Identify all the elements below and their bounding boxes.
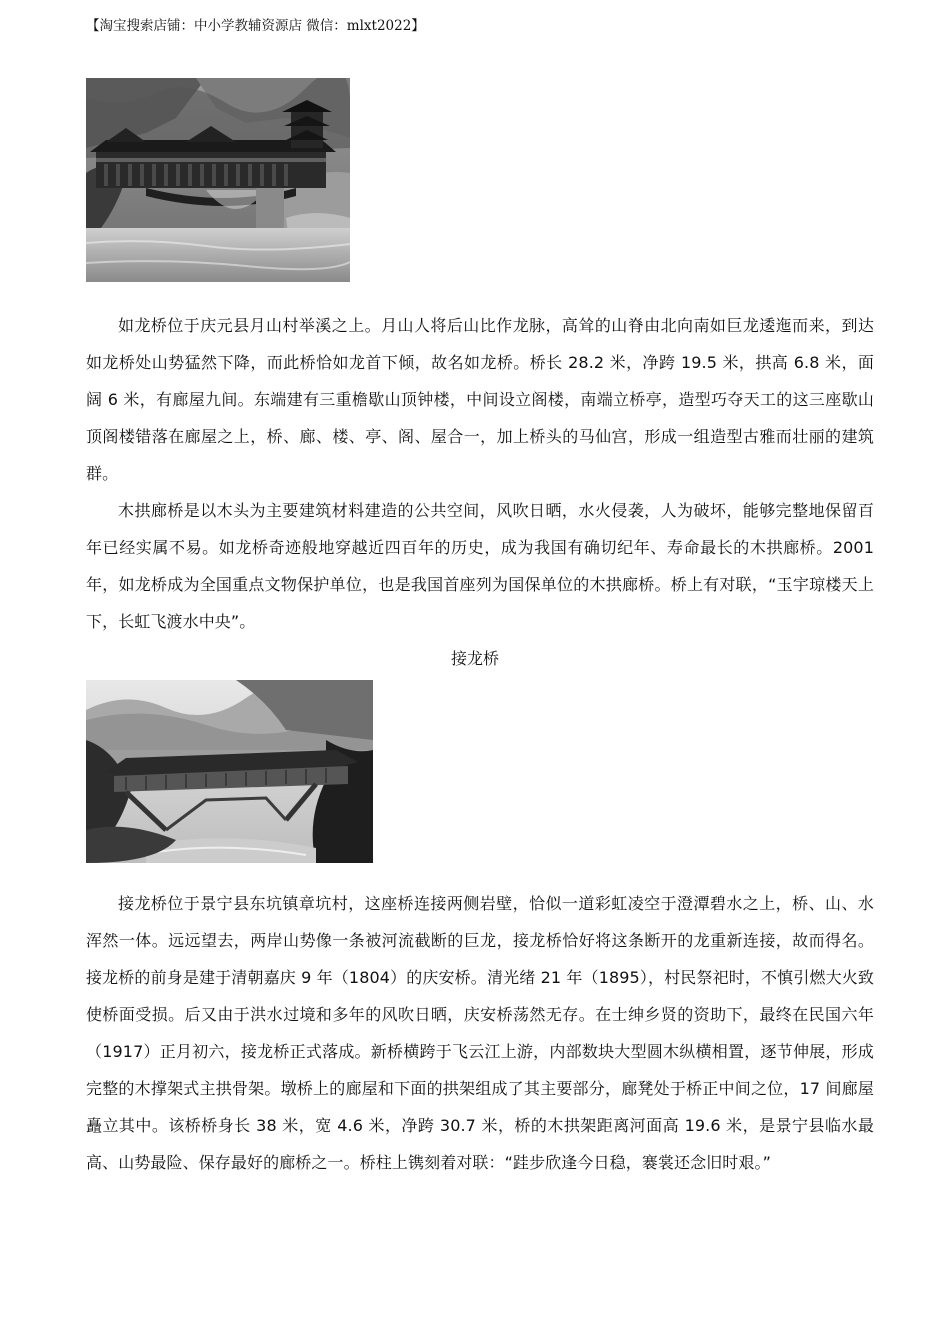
- rulong-bridge-text: [86, 307, 874, 640]
- rulong-paragraph-1: 如龙桥位于庆元县月山村举溪之上。月山人将后山比作龙脉，高耸的山脊由北向南如巨龙逶迤而来，到达如龙桥处山势猛然下降，而此桥恰如龙首下倾，故名如龙桥。桥长 28.2 米，净跨 19.5 米，拱高 6.8 米，面阔 6 米，有廊屋九间。东端建有三重檐歇山顶钟楼，中间设立阁楼，南端立桥亭，造型巧夺天工的这三座歇山顶阁楼错落在廊屋之上，桥、廊、楼、亭、阁、屋合一，加上桥头的马仙宫，形成一组造型古雅而壮丽的建筑群。: [86, 316, 874, 483]
- jielong-bridge-photo: [86, 680, 373, 863]
- rulong-bridge-photo: [86, 78, 350, 282]
- header-watermark: 【淘宝搜索店铺：中小学教辅资源店 微信：mlxt2022】: [86, 18, 425, 34]
- rulong-paragraph-2: 木拱廊桥是以木头为主要建筑材料建造的公共空间，风吹日晒，水火侵袭，人为破坏，能够完整地保留百年已经实属不易。如龙桥奇迹般地穿越近四百年的历史，成为我国有确切纪年、寿命最长的木拱廊桥。2001 年，如龙桥成为全国重点文物保护单位，也是我国首座列为国保单位的木拱廊桥。桥上有对联，“玉宇琼楼天上下，长虹飞渡水中央”。: [86, 501, 874, 631]
- jielong-paragraph-1: 接龙桥位于景宁县东坑镇章坑村，这座桥连接两侧岩壁，恰似一道彩虹凌空于澄潭碧水之上，桥、山、水浑然一体。远远望去，两岸山势像一条被河流截断的巨龙，接龙桥恰好将这条断开的龙重新连接，故而得名。接龙桥的前身是建于清朝嘉庆 9 年（1804）的庆安桥。清光绪 21 年（1895），村民祭祀时，不慎引燃大火致使桥面受损。后又由于洪水过境和多年的风吹日晒，庆安桥荡然无存。在士绅乡贤的资助下，最终在民国六年（1917）正月初六，接龙桥正式落成。新桥横跨于飞云江上游，内部数块大型圆木纵横相置，逐节伸展，形成完整的木撑架式主拱骨架。墩桥上的廊屋和下面的拱架组成了其主要部分，廊凳处于桥正中间之位，17 间廊屋矗立其中。该桥桥身长 38 米，宽 4.6 米，净跨 30.7 米，桥的木拱架距离河面高 19.6 米，是景宁县临水最高、山势最险、保存最好的廊桥之一。桥柱上镌刻着对联：“跬步欣逢今日稳，褰裳还念旧时艰。”: [86, 894, 874, 1172]
- jielong-bridge-text: [86, 885, 874, 1181]
- jielong-bridge-title: 接龙桥: [450, 649, 499, 668]
